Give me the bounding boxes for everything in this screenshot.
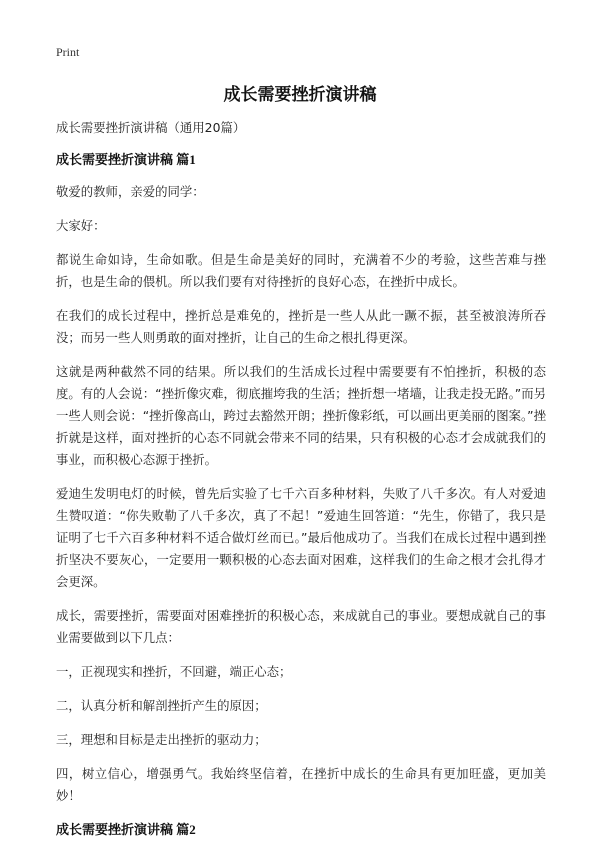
paragraph: 都说生命如诗，生命如歌。但是生命是美好的同时，充满着不少的考验，这些苦难与挫折，也是生命的偎机。所以我们要有对待挫折的良好心态，在挫折中成长。 [56, 252, 546, 289]
paragraph: 成长，需要挫折，需要面对困难挫折的积极心态，来成就自己的事业。要想成就自己的事业需要做到以下几点： [56, 608, 546, 645]
print-link[interactable]: Print [56, 45, 80, 59]
paragraph-greeting: 大家好： [56, 218, 106, 233]
section-heading: 成长需要挫折演讲稿 篇2 [56, 822, 196, 837]
paragraph-salutation: 敬爱的教师，亲爱的同学： [56, 184, 205, 199]
document-body [56, 117, 546, 851]
paragraph: 这就是两种截然不同的结果。所以我们的生活成长过程中需要要有不怕挫折，积极的态度。有的人会说：“挫折像灾难，彻底摧垮我的生活；挫折想一堵墙，让我走投无路。”而另一些人则会说：“挫折像高山，跨过去豁然开朗；挫折像彩纸，可以画出更美丽的图案。”挫折就是这样，面对挫折的心态不同就会带来不同的结果，只有积极的心态才会成就我们的事业，而积极心态源于挫折。 [56, 364, 546, 467]
list-item: 二，认真分析和解剖挫折产生的原因； [56, 698, 267, 713]
list-item: 三，理想和目标是走出挫折的驱动力； [56, 732, 267, 747]
list-item: 四，树立信心，增强勇气。我始终坚信着，在挫折中成长的生命具有更加旺盛，更加美妙！ [56, 766, 546, 803]
paragraph: 在我们的成长过程中，挫折总是难免的，挫折是一些人从此一蹶不振，甚至被浪涛所吞没；而另一些人则勇敢的面对挫折，让自己的生命之根扎得更深。 [56, 308, 546, 345]
section-heading: 成长需要挫折演讲稿 篇1 [56, 152, 196, 167]
list-item: 一，正视现实和挫折，不回避，端正心态； [56, 664, 292, 679]
document-subtitle: 成长需要挫折演讲稿（通用20篇） [56, 120, 246, 135]
document-title: 成长需要挫折演讲稿 [223, 85, 377, 105]
paragraph: 爱迪生发明电灯的时候，曾先后实验了七千六百多种材料，失败了八千多次。有人对爱迪生赞叹道：“你失败勒了八千多次，真了不起！”爱迪生回答道：“先生，你错了，我只是证明了七千六百多种材料不适合做灯丝而已。”最后他成功了。当我们在成长过程中遇到挫折坚决不要灰心，一定要用一颗积极的心态去面对困难，这样我们的生命之根才会扎得才会更深。 [56, 486, 546, 589]
